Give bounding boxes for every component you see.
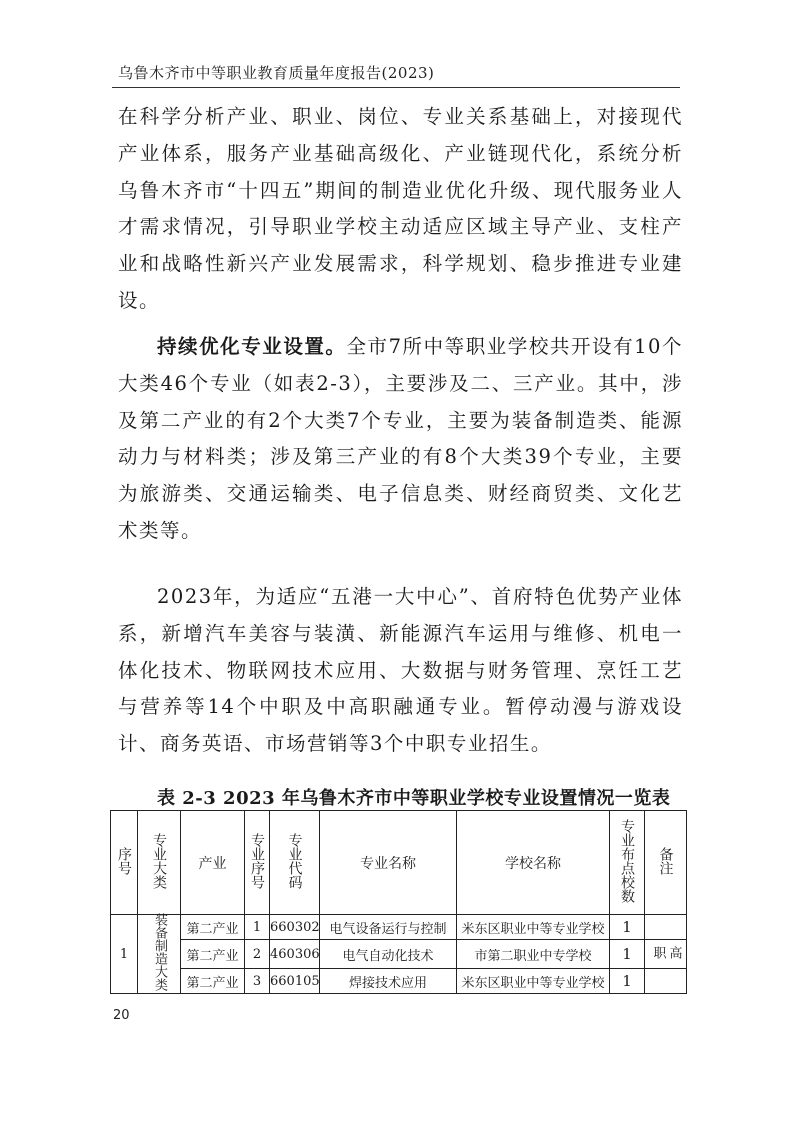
cell-school: 市第二职业中专学校: [457, 940, 610, 969]
header-seq: 序号: [111, 811, 138, 915]
header-school: 学校名称: [457, 811, 610, 915]
cell-major-name: 电气设备运行与控制: [320, 915, 457, 940]
header-code: 专业代码: [270, 811, 320, 915]
cell-group-category: 装备制造大类: [138, 915, 181, 994]
cell-school: 米东区职业中等专业学校: [457, 969, 610, 994]
header-divider: [112, 87, 680, 88]
paragraph-1: 在科学分析产业、职业、岗位、专业关系基础上，对接现代产业体系，服务产业基础高级化、产业链现代化，系统分析乌鲁木齐市“十四五”期间的制造业优化升级、现代服务业人才需求情况，引导职业学校主动适应区域主导产业、支柱产业和战略性新兴产业发展需求，科学规划、稳步推进专业建设。: [118, 105, 683, 312]
cell-count: 1: [610, 915, 645, 940]
cell-industry: 第二产业: [181, 915, 245, 940]
table-header-row: [111, 811, 687, 915]
header-note: 备注: [645, 811, 687, 915]
cell-major-name: 电气自动化技术: [320, 940, 457, 969]
paragraph-2-body: 全市7所中等职业学校共开设有10个大类46个专业（如表2-3），主要涉及二、三产业。其中，涉及第二产业的有2个大类7个专业，主要为装备制造类、能源动力与材料类；涉及第三产业的有8个大类39个专业，主要为旅游类、交通运输类、电子信息类、财经商贸类、文化艺术类等。: [118, 335, 683, 542]
header-name: 专业名称: [320, 811, 457, 915]
cell-code: 660105: [270, 969, 320, 994]
cell-major-seq: 3: [245, 969, 270, 994]
cell-count: 1: [610, 940, 645, 969]
header-industry: 产业: [181, 811, 245, 915]
cell-major-seq: 2: [245, 940, 270, 969]
major-setup-table: [110, 810, 687, 994]
table-row: [111, 969, 687, 994]
cell-count: 1: [610, 969, 645, 994]
cell-major-name: 焊接技术应用: [320, 969, 457, 994]
cell-note: [645, 969, 687, 994]
cell-note-group: 高职: [645, 940, 687, 969]
paragraph-3: 2023年，为适应“五港一大中心”、首府特色优势产业体系，新增汽车美容与装潢、新能源汽车运用与维修、机电一体化技术、物联网技术应用、大数据与财务管理、烹饪工艺与营养等14个中职及中高职融通专业。暂停动漫与游戏设计、商务英语、市场营销等3个中职专业招生。: [118, 585, 683, 756]
table-row: [111, 940, 687, 969]
cell-note: [645, 915, 687, 940]
header-major-seq: 专业序号: [245, 811, 270, 915]
table-caption: 表 2-3 2023 年乌鲁木齐市中等职业学校专业设置情况一览表: [157, 788, 671, 809]
table-row: [111, 915, 687, 940]
cell-school: 米东区职业中等专业学校: [457, 915, 610, 940]
cell-code: 660302: [270, 915, 320, 940]
header-count: 专业布点校数: [610, 811, 645, 915]
page-number: 20: [113, 1008, 130, 1023]
paragraph-2: [118, 329, 683, 550]
cell-group-seq: 1: [111, 915, 138, 994]
page-header-title: 乌鲁木齐市中等职业教育质量年度报告(2023): [118, 64, 435, 82]
header-category: 专业大类: [138, 811, 181, 915]
cell-industry: 第二产业: [181, 969, 245, 994]
cell-industry: 第二产业: [181, 940, 245, 969]
cell-major-seq: 1: [245, 915, 270, 940]
paragraph-2-lead: 持续优化专业设置。: [157, 335, 347, 358]
cell-code: 460306: [270, 940, 320, 969]
